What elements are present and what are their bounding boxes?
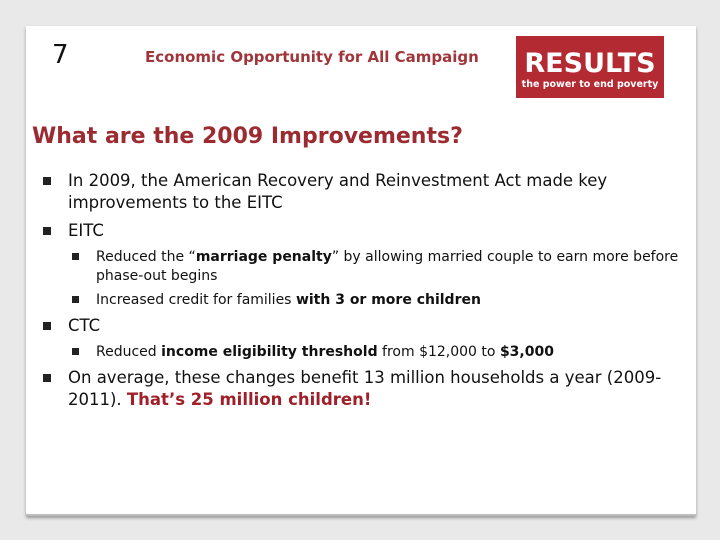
bullet-average-benefit	[40, 367, 690, 411]
square-bullet-icon	[72, 253, 79, 260]
bold-text: $3,000	[499, 344, 554, 360]
sub-bullet-income-threshold	[40, 343, 690, 362]
sub-bullet-text: Reduced the “marriage penalty” by allowing married couple to earn more before phase-out begins	[96, 249, 679, 284]
square-bullet-icon	[43, 322, 51, 330]
campaign-name: Economic Opportunity for All Campaign	[145, 48, 479, 66]
sub-bullet-text: Reduced income eligibility threshold from $12,000 to $3,000	[96, 344, 554, 360]
square-bullet-icon	[72, 296, 79, 303]
highlight-text: That’s 25 million children!	[126, 390, 372, 409]
slide-number: 7	[52, 40, 69, 70]
bullet-eitc	[40, 220, 690, 242]
bold-text: income eligibility threshold	[161, 344, 378, 360]
bold-text: with 3 or more children	[295, 292, 481, 308]
logo-tagline: the power to end poverty	[521, 79, 659, 90]
slide-title: What are the 2009 Improvements?	[32, 124, 463, 149]
bullet-arra	[40, 170, 690, 214]
bullet-text: In 2009, the American Recovery and Reinvestment Act made key improvements to the EITC	[68, 171, 608, 212]
bullet-ctc	[40, 315, 690, 337]
square-bullet-icon	[72, 348, 79, 355]
results-logo	[516, 36, 664, 98]
bullet-text: EITC	[68, 221, 104, 240]
bullet-list	[40, 170, 690, 417]
bullet-text: CTC	[68, 316, 101, 335]
square-bullet-icon	[43, 177, 51, 185]
bold-text: marriage penalty	[195, 249, 332, 265]
bullet-text: On average, these changes benefit 13 million households a year (2009-2011). That’s 25 million children!	[68, 368, 662, 409]
square-bullet-icon	[43, 374, 51, 382]
logo-word: RESULTS	[524, 48, 656, 79]
sub-bullet-marriage-penalty	[40, 248, 690, 286]
square-bullet-icon	[43, 227, 51, 235]
sub-bullet-text: Increased credit for families with 3 or more children	[96, 292, 481, 308]
sub-bullet-increased-credit	[40, 291, 690, 310]
